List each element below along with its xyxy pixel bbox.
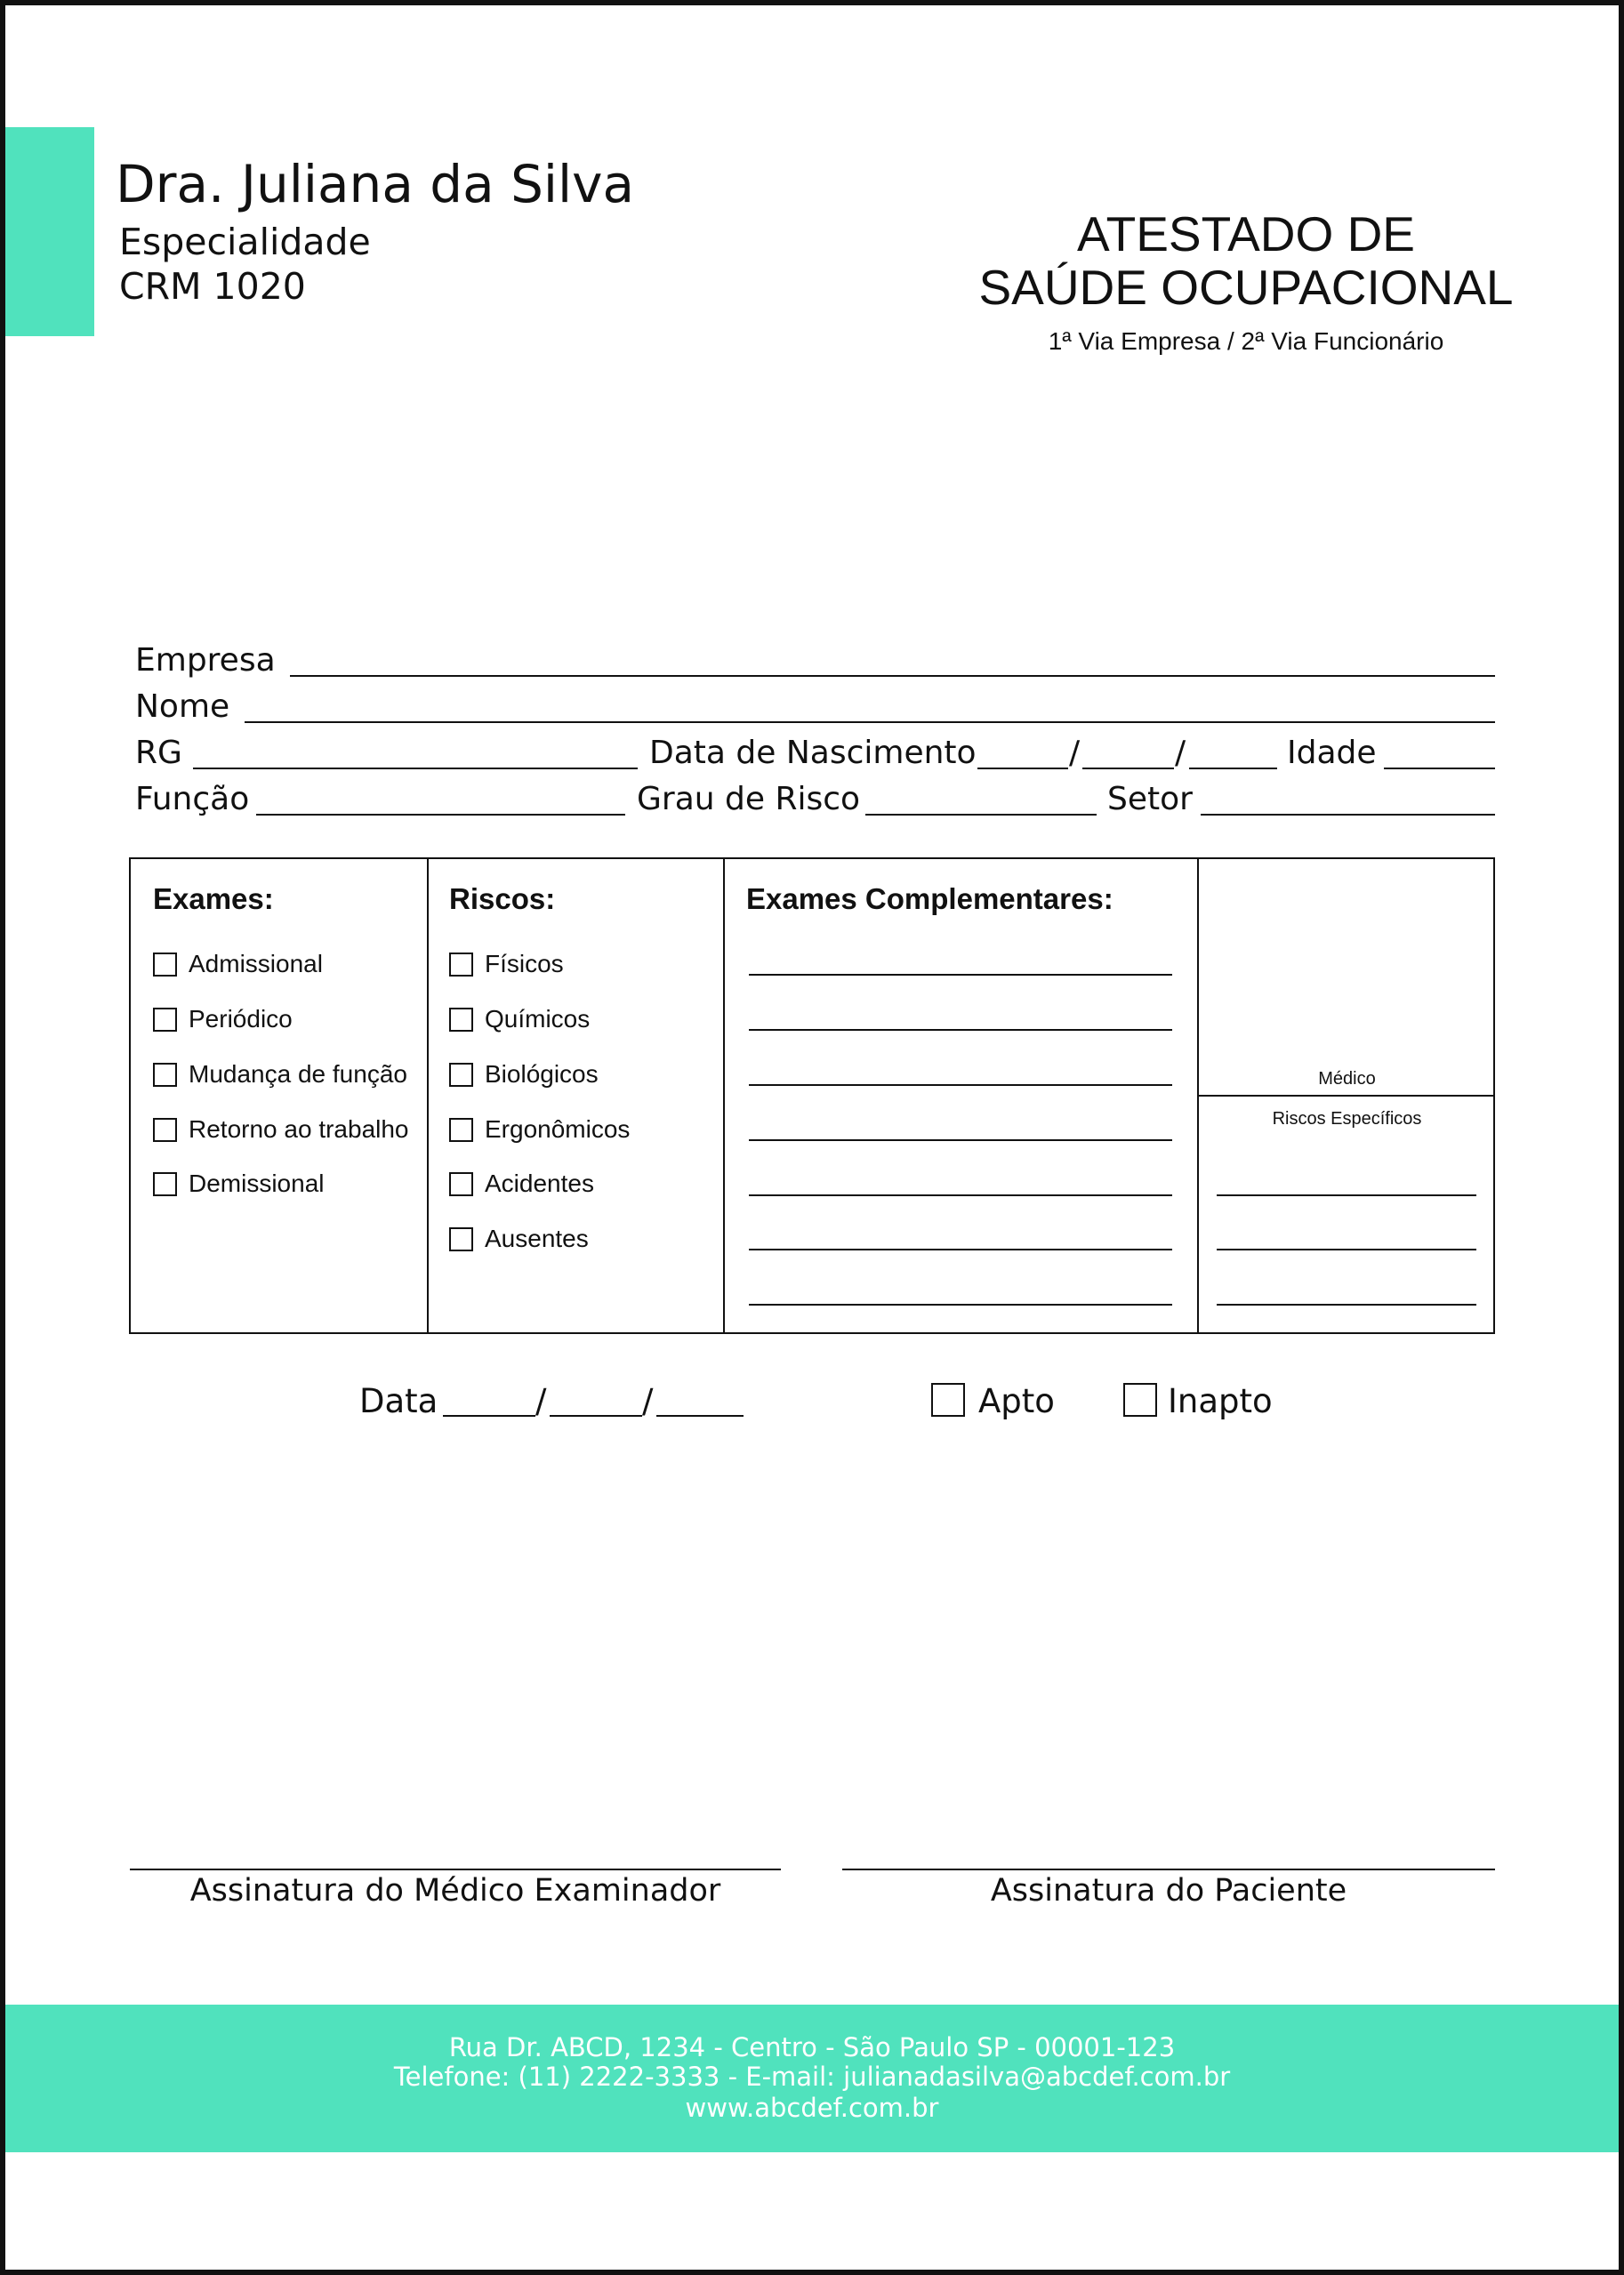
risco-option-ergonomicos[interactable] — [449, 1117, 630, 1142]
document-title-line-2: SAÚDE OCUPACIONAL — [978, 260, 1514, 315]
document-subtitle: 1ª Via Empresa / 2ª Via Funcionário — [1048, 327, 1444, 355]
riscos-title: Riscos: — [449, 882, 556, 915]
risco-option-label: Acidentes — [485, 1170, 594, 1197]
document-title-line-1: ATESTADO DE — [1077, 206, 1415, 261]
rg-label: RG — [135, 735, 182, 771]
checkbox[interactable] — [449, 1227, 473, 1251]
exame-option-periodico[interactable] — [153, 1007, 293, 1032]
rg-field[interactable] — [193, 768, 638, 769]
data-label: Data — [359, 1382, 438, 1420]
footer-contact: Telefone: (11) 2222-3333 - E-mail: julianadasilva@abcdef.com.br — [393, 2062, 1231, 2092]
inapto-label: Inapto — [1168, 1382, 1273, 1420]
funcao-field[interactable] — [256, 814, 625, 816]
column-divider — [723, 859, 725, 1332]
exame-option-retorno-trabalho[interactable] — [153, 1117, 409, 1142]
exame-option-label: Mudança de função — [189, 1060, 407, 1088]
nome-field[interactable] — [245, 721, 1495, 723]
doctor-specialty: Especialidade — [119, 221, 371, 263]
risco-option-ausentes[interactable] — [449, 1226, 589, 1251]
complementar-line[interactable] — [749, 1084, 1172, 1086]
date-separator: / — [1175, 735, 1186, 771]
complementar-line[interactable] — [749, 1029, 1172, 1031]
complementar-line[interactable] — [749, 1249, 1172, 1250]
risco-especifico-line[interactable] — [1217, 1304, 1476, 1306]
date-separator: / — [535, 1382, 547, 1420]
apto-checkbox[interactable] — [931, 1383, 965, 1417]
empresa-label: Empresa — [135, 642, 276, 679]
risco-especifico-line[interactable] — [1217, 1194, 1476, 1196]
checkbox[interactable] — [449, 1118, 473, 1142]
risco-especifico-line[interactable] — [1217, 1249, 1476, 1250]
risco-option-quimicos[interactable] — [449, 1007, 590, 1032]
grau-risco-field[interactable] — [865, 814, 1097, 816]
risco-option-label: Biológicos — [485, 1060, 599, 1088]
grau-risco-label: Grau de Risco — [637, 781, 861, 817]
exam-month-field[interactable] — [550, 1415, 642, 1417]
doctor-name: Dra. Juliana da Silva — [116, 154, 635, 214]
doctor-crm: CRM 1020 — [119, 265, 306, 308]
exams-table — [129, 857, 1495, 1334]
risco-option-acidentes[interactable] — [449, 1171, 594, 1196]
footer-website: www.abcdef.com.br — [685, 2093, 939, 2123]
medico-signature-label: Assinatura do Médico Examinador — [189, 1873, 721, 1909]
checkbox[interactable] — [153, 1008, 177, 1032]
date-separator: / — [642, 1382, 654, 1420]
risco-option-label: Ausentes — [485, 1225, 589, 1252]
footer-address: Rua Dr. ABCD, 1234 - Centro - São Paulo SP - 00001-123 — [448, 2032, 1176, 2062]
date-separator: / — [1069, 735, 1081, 771]
checkbox[interactable] — [153, 1172, 177, 1196]
idade-field[interactable] — [1384, 768, 1495, 769]
checkbox[interactable] — [449, 1008, 473, 1032]
birth-year-field[interactable] — [1189, 768, 1277, 769]
funcao-label: Função — [135, 781, 250, 817]
column-divider — [427, 859, 429, 1332]
nome-label: Nome — [135, 688, 230, 725]
paciente-signature-label: Assinatura do Paciente — [990, 1873, 1347, 1909]
checkbox[interactable] — [153, 953, 177, 977]
birth-day-field[interactable] — [977, 768, 1068, 769]
checkbox[interactable] — [449, 1172, 473, 1196]
setor-label: Setor — [1107, 781, 1193, 817]
complementar-line[interactable] — [749, 1139, 1172, 1141]
exame-option-label: Retorno ao trabalho — [189, 1115, 409, 1143]
exame-option-label: Admissional — [189, 950, 323, 977]
exame-option-label: Demissional — [189, 1170, 325, 1197]
risco-option-label: Químicos — [485, 1005, 591, 1033]
exames-title: Exames: — [153, 882, 274, 915]
exame-option-admissional[interactable] — [153, 952, 323, 977]
exames-complementares-title: Exames Complementares: — [746, 882, 1113, 915]
idade-label: Idade — [1287, 735, 1377, 771]
inapto-checkbox[interactable] — [1123, 1383, 1157, 1417]
exame-option-demissional[interactable] — [153, 1171, 325, 1196]
paciente-signature-line[interactable] — [842, 1869, 1495, 1870]
checkbox[interactable] — [153, 1063, 177, 1087]
exame-option-mudanca-funcao[interactable] — [153, 1062, 407, 1087]
medico-signature-line[interactable] — [130, 1869, 781, 1870]
checkbox[interactable] — [153, 1118, 177, 1142]
medico-label: Médico — [1318, 1069, 1376, 1089]
risco-option-label: Ergonômicos — [485, 1115, 631, 1143]
data-nascimento-label: Data de Nascimento — [649, 735, 977, 771]
complementar-line[interactable] — [749, 974, 1172, 976]
risco-option-biologicos[interactable] — [449, 1062, 599, 1087]
checkbox[interactable] — [449, 953, 473, 977]
risco-option-label: Físicos — [485, 950, 564, 977]
exame-option-label: Periódico — [189, 1005, 293, 1033]
checkbox[interactable] — [449, 1063, 473, 1087]
complementar-line[interactable] — [749, 1304, 1172, 1306]
exam-day-field[interactable] — [443, 1415, 535, 1417]
medico-box-divider — [1197, 1095, 1495, 1097]
complementar-line[interactable] — [749, 1194, 1172, 1196]
riscos-especificos-label: Riscos Específicos — [1272, 1109, 1422, 1129]
exam-year-field[interactable] — [656, 1415, 744, 1417]
accent-block — [5, 127, 94, 336]
birth-month-field[interactable] — [1082, 768, 1174, 769]
setor-field[interactable] — [1201, 814, 1495, 816]
apto-label: Apto — [978, 1382, 1055, 1420]
empresa-field[interactable] — [290, 675, 1495, 677]
risco-option-fisicos[interactable] — [449, 952, 564, 977]
